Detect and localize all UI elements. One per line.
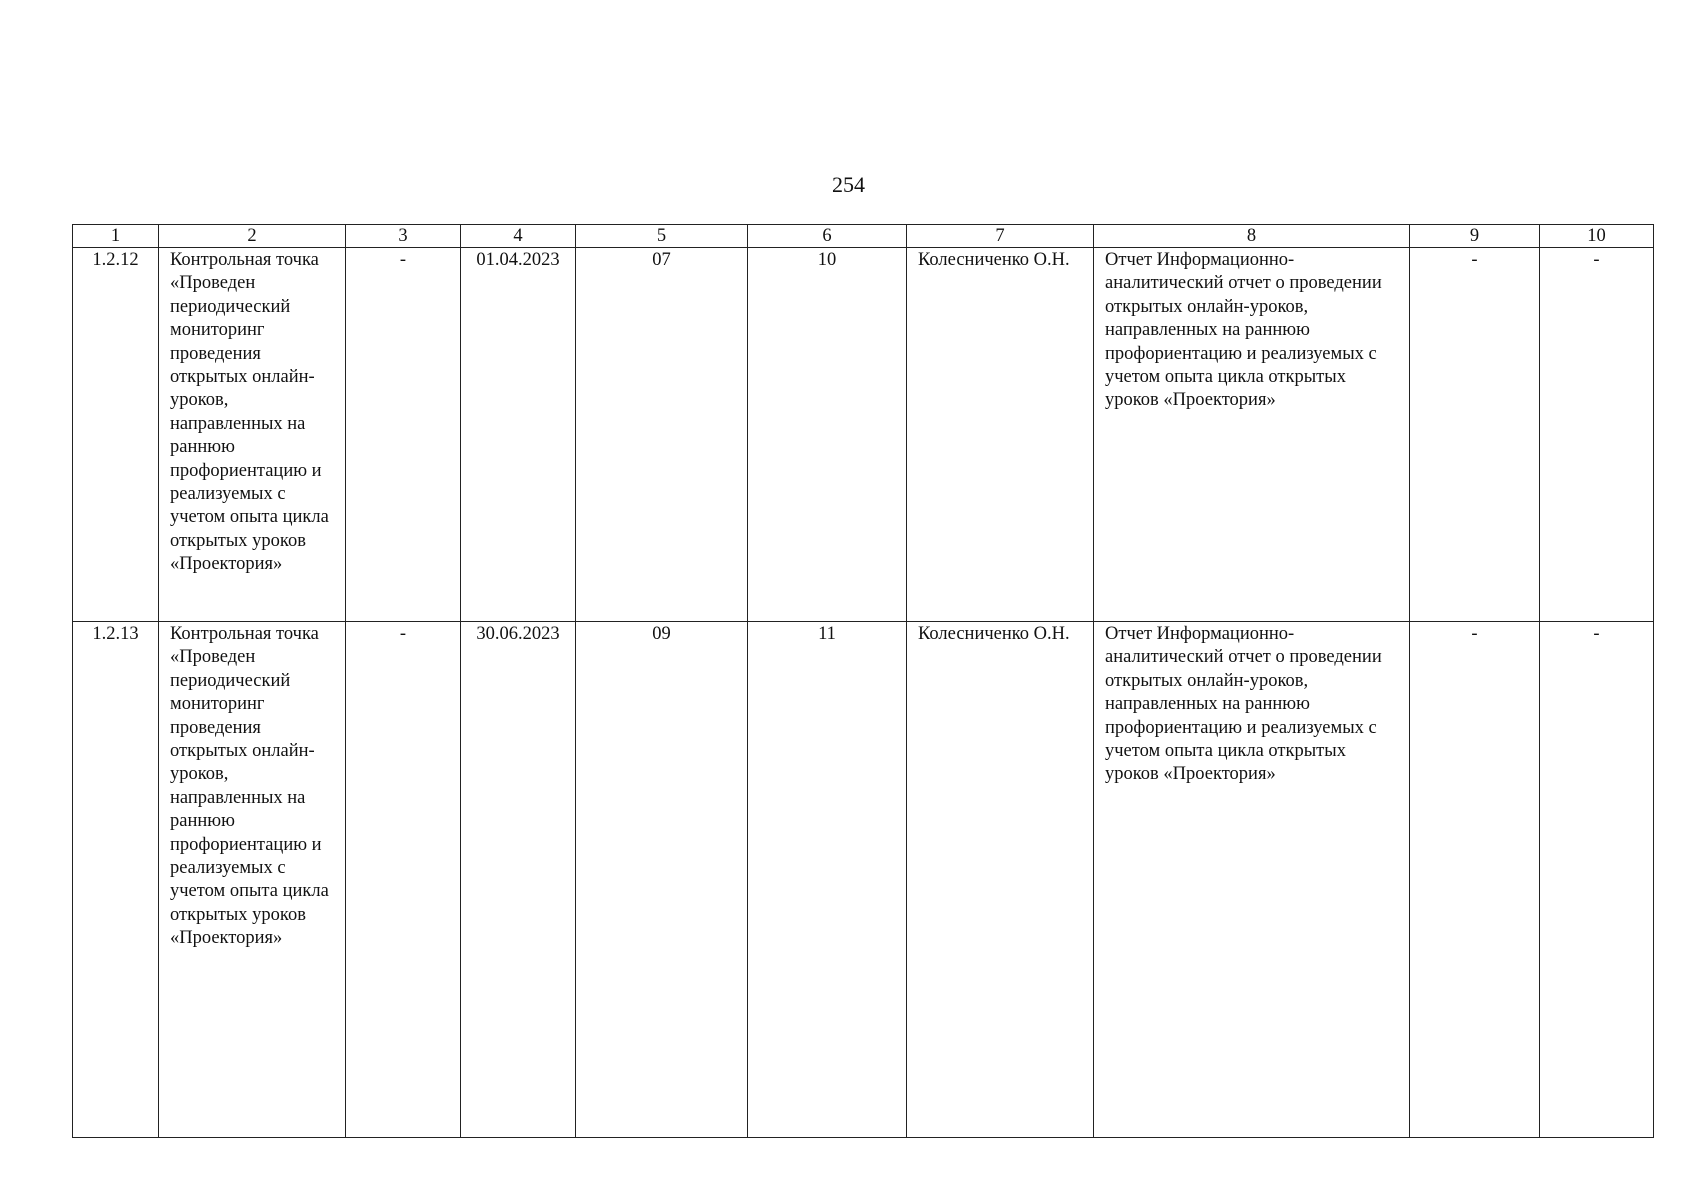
page-number: 254 xyxy=(832,172,865,197)
plan-table xyxy=(72,224,1654,1138)
table-row xyxy=(73,622,1654,1138)
col10-cell: - xyxy=(1540,622,1654,1138)
table-row xyxy=(73,248,1654,622)
row-number-cell: 1.2.12 xyxy=(73,248,159,622)
col3-cell: - xyxy=(346,622,461,1138)
table-header-row xyxy=(73,225,1654,248)
responsible-cell: Колесниченко О.Н. xyxy=(907,622,1094,1138)
col6-cell: 10 xyxy=(748,248,907,622)
col10-cell: - xyxy=(1540,248,1654,622)
col5-cell: 09 xyxy=(576,622,748,1138)
col6-cell: 11 xyxy=(748,622,907,1138)
header-cell: 6 xyxy=(748,225,907,248)
header-cell: 7 xyxy=(907,225,1094,248)
header-cell: 10 xyxy=(1540,225,1654,248)
header-cell: 3 xyxy=(346,225,461,248)
header-cell: 2 xyxy=(159,225,346,248)
checkpoint-name-cell: Контрольная точка «Проведен периодический мониторинг проведения открытых онлайн-уроков, направленных на раннюю профориентацию и реализуемых с учетом опыта цикла открытых уроков «Проектория» xyxy=(159,622,346,1138)
checkpoint-name-cell: Контрольная точка «Проведен периодический мониторинг проведения открытых онлайн-уроков, направленных на раннюю профориентацию и реализуемых с учетом опыта цикла открытых уроков «Проектория» xyxy=(159,248,346,622)
header-cell: 9 xyxy=(1410,225,1540,248)
header-cell: 4 xyxy=(461,225,576,248)
col5-cell: 07 xyxy=(576,248,748,622)
responsible-cell: Колесниченко О.Н. xyxy=(907,248,1094,622)
row-number-cell: 1.2.13 xyxy=(73,622,159,1138)
header-cell: 8 xyxy=(1094,225,1410,248)
header-cell: 5 xyxy=(576,225,748,248)
result-cell: Отчет Информационно-аналитический отчет о проведении открытых онлайн-уроков, направленных на раннюю профориентацию и реализуемых с учетом опыта цикла открытых уроков «Проектория» xyxy=(1094,622,1410,1138)
col9-cell: - xyxy=(1410,622,1540,1138)
date-cell: 30.06.2023 xyxy=(461,622,576,1138)
col9-cell: - xyxy=(1410,248,1540,622)
col3-cell: - xyxy=(346,248,461,622)
result-cell: Отчет Информационно-аналитический отчет о проведении открытых онлайн-уроков, направленных на раннюю профориентацию и реализуемых с учетом опыта цикла открытых уроков «Проектория» xyxy=(1094,248,1410,622)
date-cell: 01.04.2023 xyxy=(461,248,576,622)
header-cell: 1 xyxy=(73,225,159,248)
